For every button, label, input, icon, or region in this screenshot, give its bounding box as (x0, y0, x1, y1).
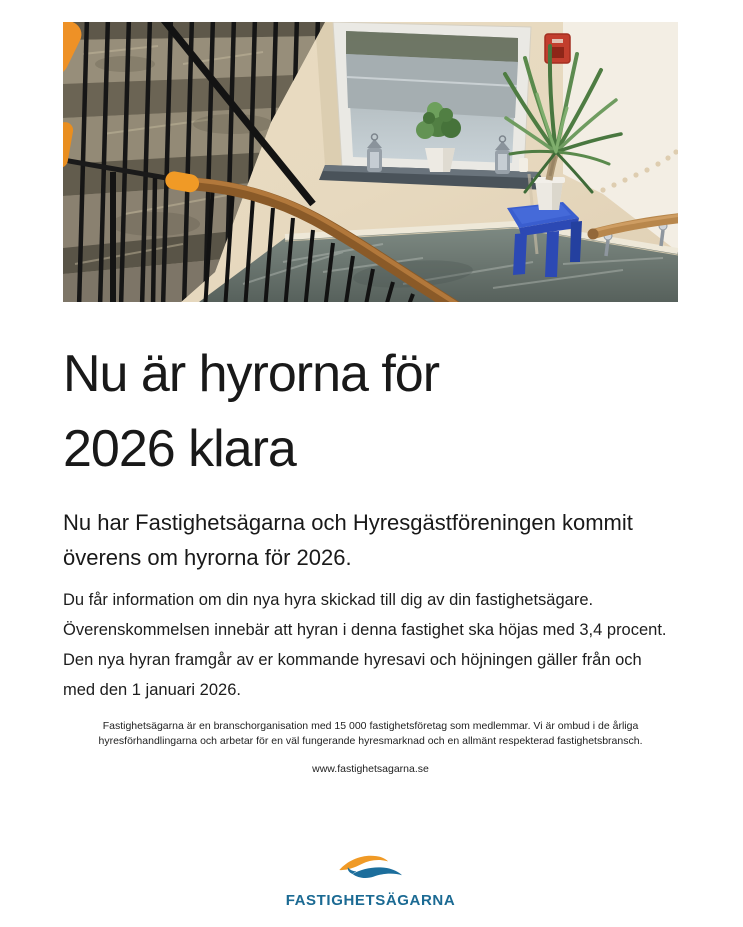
page-title (63, 337, 678, 487)
flyer-content (63, 22, 678, 909)
page-title-line2: 2026 klara (63, 420, 296, 478)
logo-wave-icon (338, 851, 404, 885)
stairwell-photo-illustration (63, 22, 678, 302)
candle (519, 158, 528, 172)
fastighetsagarna-logo (63, 851, 678, 909)
logo-blue-wave (352, 867, 402, 878)
page-title-line1: Nu är hyrorna för (63, 345, 440, 403)
website-link[interactable]: www.fastighetsagarna.se (312, 763, 429, 775)
subheadline: Nu har Fastighetsägarna och Hyresgästföreningen kommit överens om hyrorna för 2026. (63, 510, 633, 570)
about-text: Fastighetsägarna är en branschorganisation med 15 000 fastighetsföretag som medlemmar. Vi är ombud i de årliga hyresförhandlingarna och arbetar för en väl fungerande hyresmarknad och en allmänt respekterad fastighetsbransch. (98, 720, 643, 747)
logo-wordmark: FASTIGHETSÄGARNA (285, 892, 456, 909)
body-text: Du får information om din nya hyra skickad till dig av din fastighetsägare. Överenskommelsen innebär att hyran i denna fastighet ska höjas med 3,4 procent. Den nya hyran framgår av er kommande hyresavi och höjningen gäller från och med den 1 januari 2026. (63, 591, 667, 699)
hero-photo (63, 22, 678, 302)
